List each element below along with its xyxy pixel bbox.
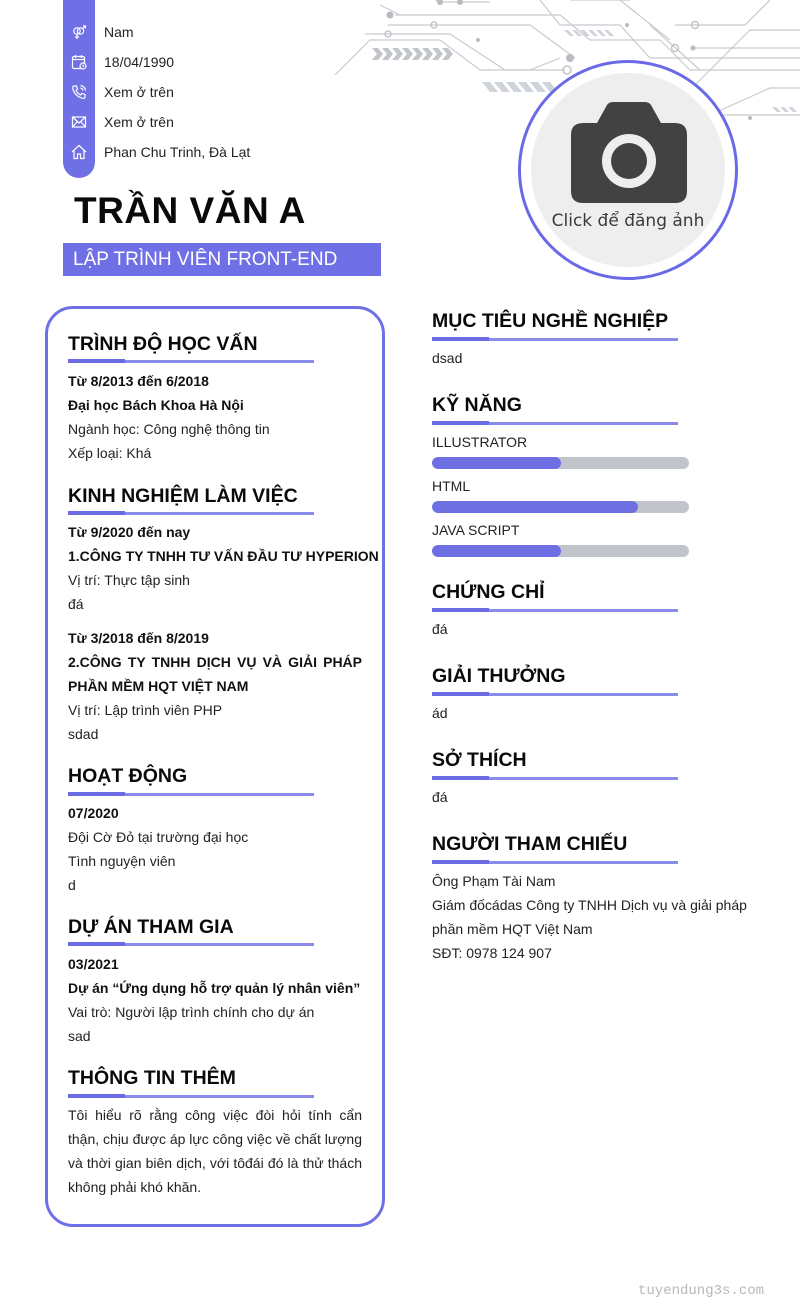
section-underline	[68, 1094, 314, 1098]
contact-value: Xem ở trên	[104, 84, 174, 100]
section-underline	[432, 337, 678, 341]
calendar-icon	[63, 51, 95, 73]
project-date[interactable]: 03/2021	[68, 956, 119, 972]
contact-value: Phan Chu Trinh, Đà Lạt	[104, 144, 251, 160]
home-icon	[63, 141, 95, 163]
contact-phone	[63, 81, 363, 103]
contact-gender	[63, 21, 363, 43]
candidate-name[interactable]: TRẦN VĂN A	[74, 190, 306, 231]
skill-bar-fill	[432, 545, 561, 557]
skill-name[interactable]: JAVA SCRIPT	[432, 522, 520, 538]
section-underline	[432, 692, 678, 696]
contact-email	[63, 111, 363, 133]
activity-role[interactable]: Tình nguyện viên	[68, 853, 176, 869]
section-title-experience: KINH NGHIỆM LÀM VIỆC	[68, 485, 298, 507]
skill-name[interactable]: ILLUSTRATOR	[432, 434, 528, 450]
job-title-bar[interactable]	[63, 243, 381, 276]
gender-icon	[63, 21, 95, 43]
reference-phone[interactable]: SĐT: 0978 124 907	[432, 945, 552, 961]
section-underline	[432, 860, 678, 864]
phone-icon	[63, 81, 95, 103]
project-description[interactable]: sad	[68, 1028, 91, 1044]
activity-organization[interactable]: Đội Cờ Đỏ tại trường đại học	[68, 829, 249, 845]
section-title-references: NGƯỜI THAM CHIẾU	[432, 833, 628, 855]
education-school[interactable]: Đại học Bách Khoa Hà Nội	[68, 397, 244, 413]
objective-text[interactable]: dsad	[432, 350, 463, 366]
skill-name[interactable]: HTML	[432, 478, 471, 494]
experience-period[interactable]: Từ 9/2020 đến nay	[68, 524, 191, 540]
education-major[interactable]: Ngành học: Công nghệ thông tin	[68, 421, 270, 437]
job-title: LẬP TRÌNH VIÊN FRONT-END	[73, 249, 338, 270]
mail-icon	[63, 111, 95, 133]
contact-value: Nam	[104, 24, 134, 40]
experience-company[interactable]: 1.CÔNG TY TNHH TƯ VẤN ĐẦU TƯ HYPERION	[68, 548, 379, 564]
section-title-projects: DỰ ÁN THAM GIA	[68, 916, 234, 938]
reference-name[interactable]: Ông Phạm Tài Nam	[432, 873, 556, 889]
contact-value: Xem ở trên	[104, 114, 174, 130]
experience-description[interactable]: đá	[68, 596, 84, 612]
section-title-certificates: CHỨNG CHỈ	[432, 581, 545, 603]
reference-position[interactable]: Giám đốcádas Công ty TNHH Dịch vụ và giải pháp phần mềm HQT Việt Nam	[432, 897, 747, 937]
photo-upload-label[interactable]: Click để đăng ảnh	[551, 211, 705, 231]
section-underline	[432, 608, 678, 612]
experience-period[interactable]: Từ 3/2018 đến 8/2019	[68, 630, 209, 646]
activity-date[interactable]: 07/2020	[68, 805, 119, 821]
contact-value: 18/04/1990	[104, 54, 175, 70]
section-title-awards: GIẢI THƯỞNG	[432, 665, 566, 687]
skill-bar-fill	[432, 457, 561, 469]
skill-bar[interactable]	[432, 457, 689, 469]
awards-text[interactable]: ád	[432, 705, 448, 721]
section-underline	[68, 359, 314, 363]
section-title-objective: MỤC TIÊU NGHỀ NGHIỆP	[432, 310, 669, 332]
contact-address	[63, 141, 363, 163]
activity-description[interactable]: d	[68, 877, 76, 893]
section-title-skills: KỸ NĂNG	[432, 394, 522, 416]
section-title-hobbies: SỞ THÍCH	[432, 749, 527, 771]
section-underline	[68, 511, 314, 515]
section-title-activities: HOẠT ĐỘNG	[68, 765, 188, 787]
project-role[interactable]: Vai trò: Người lập trình chính cho dự án	[68, 1004, 315, 1020]
contact-birthday	[63, 51, 363, 73]
skill-bar-fill	[432, 501, 638, 513]
section-underline	[432, 421, 678, 425]
camera-icon	[569, 101, 689, 205]
experience-position[interactable]: Vị trí: Lập trình viên PHP	[68, 702, 223, 718]
skill-bar[interactable]	[432, 501, 689, 513]
project-name[interactable]: Dự án “Ứng dụng hỗ trợ quản lý nhân viên”	[68, 980, 361, 996]
section-title-extra-info: THÔNG TIN THÊM	[68, 1067, 236, 1089]
education-grade[interactable]: Xếp loại: Khá	[68, 445, 152, 461]
experience-company[interactable]: 2.CÔNG TY TNHH DỊCH VỤ VÀ GIẢI PHÁP PHẦN MỀM HQT VIỆT NAM	[68, 654, 362, 694]
section-underline	[432, 776, 678, 780]
section-underline	[68, 942, 314, 946]
section-underline	[68, 792, 314, 796]
experience-description[interactable]: sdad	[68, 726, 99, 742]
certificates-text[interactable]: đá	[432, 621, 448, 637]
hobbies-text[interactable]: đá	[432, 789, 448, 805]
experience-position[interactable]: Vị trí: Thực tập sinh	[68, 572, 190, 588]
skill-bar[interactable]	[432, 545, 689, 557]
watermark: tuyendung3s.com	[638, 1283, 765, 1299]
extra-info-text[interactable]: Tôi hiểu rõ rằng công việc đòi hỏi tính cẩn thận, chịu được áp lực công việc về chất lượng và thời gian biên dịch, với tôđái đó là thử thách không phải khó khăn.	[68, 1107, 362, 1195]
section-title-education: TRÌNH ĐỘ HỌC VẤN	[68, 333, 258, 355]
education-period[interactable]: Từ 8/2013 đến 6/2018	[68, 373, 209, 389]
